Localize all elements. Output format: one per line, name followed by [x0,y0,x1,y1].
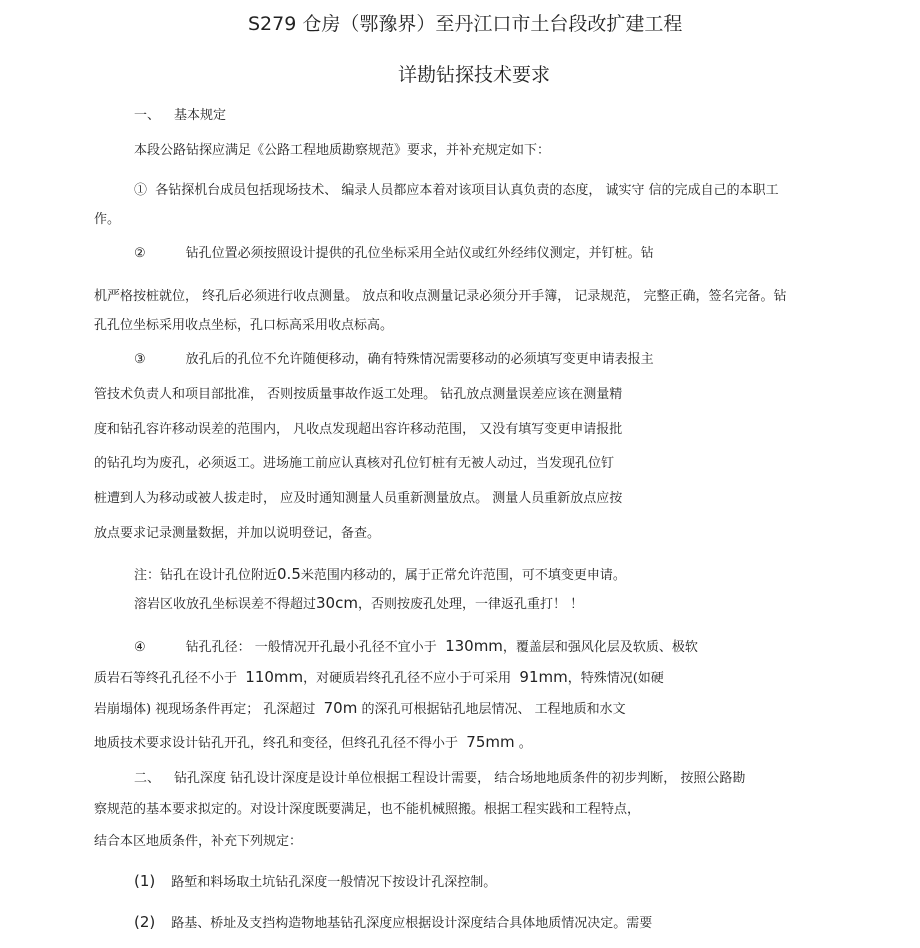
note-line-1: 注：钻孔在设计孔位附近0.5米范围内移动的，属于正常允许范围，可不填变更申请。 [134,565,626,583]
section-1-number: 一、 [134,108,161,123]
item-3-line-6: 放点要求记录测量数据，并加以说明登记，备查。 [94,526,381,541]
section-2-line-1: 二、 钻孔深度 钻孔设计深度是设计单位根据工程设计需要， 结合场地地质条件的初步判断， 按照公路勘 [134,771,746,786]
item-1-line-1: ① 各钻探机台成员包括现场技术、 编录人员都应本着对该项目认真负责的态度， 诚实守 信的完成自己的本职工 [134,183,779,198]
list-item-number: (2) [134,913,156,931]
section-1-title: 基本规定 [174,108,227,123]
item-4-marker: ④ [134,640,146,655]
item-2-line-3: 孔孔位坐标采用收点坐标，孔口标高采用收点标高。 [94,318,394,333]
document-title: S279 仓房（鄂豫界）至丹江口市土台段改扩建工程 [248,13,683,35]
item-2-line-2: 机严格按桩就位， 终孔后必须进行收点测量。 放点和收点测量记录必须分开手簿， 记录规范， 完整正确，签名完备。钻 [94,289,787,304]
note-line-2: 溶岩区收放孔坐标误差不得超过30cm，否则按废孔处理，一律返孔重打！ ！ [134,594,584,612]
list-item-text: 路基、桥址及支挡构造物地基钻孔深度应根据设计深度结合具体地质情况决定。需要 [171,916,653,931]
item-4-line-4: 地质技术要求设计钻孔开孔，终孔和变径，但终孔孔径不得小于 75mm 。 [94,733,532,751]
item-3-line-2: 管技术负责人和项目部批准， 否则按质量事故作返工处理。 钻孔放点测量误差应该在测量精 [94,387,623,402]
item-4-line-3: 岩崩塌体) 视现场条件再定； 孔深超过 70m 的深孔可根据钻孔地层情况、 工程地质和水文 [94,699,626,717]
item-4-line-2: 质岩石等终孔孔径不小于 110mm，对硬质岩终孔孔径不应小于可采用 91mm，特殊情况(如硬 [94,668,664,686]
list-item [134,913,652,933]
item-2-line-1: ② 钻孔位置必须按照设计提供的孔位坐标采用全站仪或红外经纬仪测定，并钉桩。钻 [134,246,654,261]
document-subtitle: 详勘钻探技术要求 [398,64,551,86]
section-1-intro: 本段公路钻探应满足《公路工程地质勘察规范》要求，并补充规定如下： [134,143,551,158]
item-1-marker: ① [134,183,148,198]
list-item [134,872,496,892]
item-1-line-2: 作。 [94,212,121,227]
list-item-text: 路堑和料场取土坑钻孔深度一般情况下按设计孔深控制。 [171,875,497,890]
item-3-line-1: ③ 放孔后的孔位不允许随便移动，确有特殊情况需要移动的必须填写变更申请表报主 [134,352,654,367]
item-3-line-3: 度和钻孔容许移动误差的范围内， 凡收点发现超出容许移动范围， 又没有填写变更申请报批 [94,422,623,437]
section-2-number: 二、 [134,771,161,786]
item-2-marker: ② [134,246,146,261]
section-1-heading [134,107,226,125]
section-2-line-2: 察规范的基本要求拟定的。对设计深度既要满足，也不能机械照搬。根据工程实践和工程特点， [94,802,641,817]
item-3-line-5: 桩遭到人为移动或被人拔走时， 应及时通知测量人员重新测量放点。 测量人员重新放点应按 [94,491,623,506]
section-2-line-3: 结合本区地质条件，补充下列规定： [94,834,303,849]
item-3-marker: ③ [134,352,146,367]
item-4-line-1: ④ 钻孔孔径： 一般情况开孔最小孔径不宜小于 130mm，覆盖层和强风化层及软质、极软 [134,637,698,655]
item-3-line-4: 的钻孔均为废孔，必须返工。进场施工前应认真核对孔位钉桩有无被人动过，当发现孔位钉 [94,456,615,471]
list-item-number: (1) [134,872,156,890]
